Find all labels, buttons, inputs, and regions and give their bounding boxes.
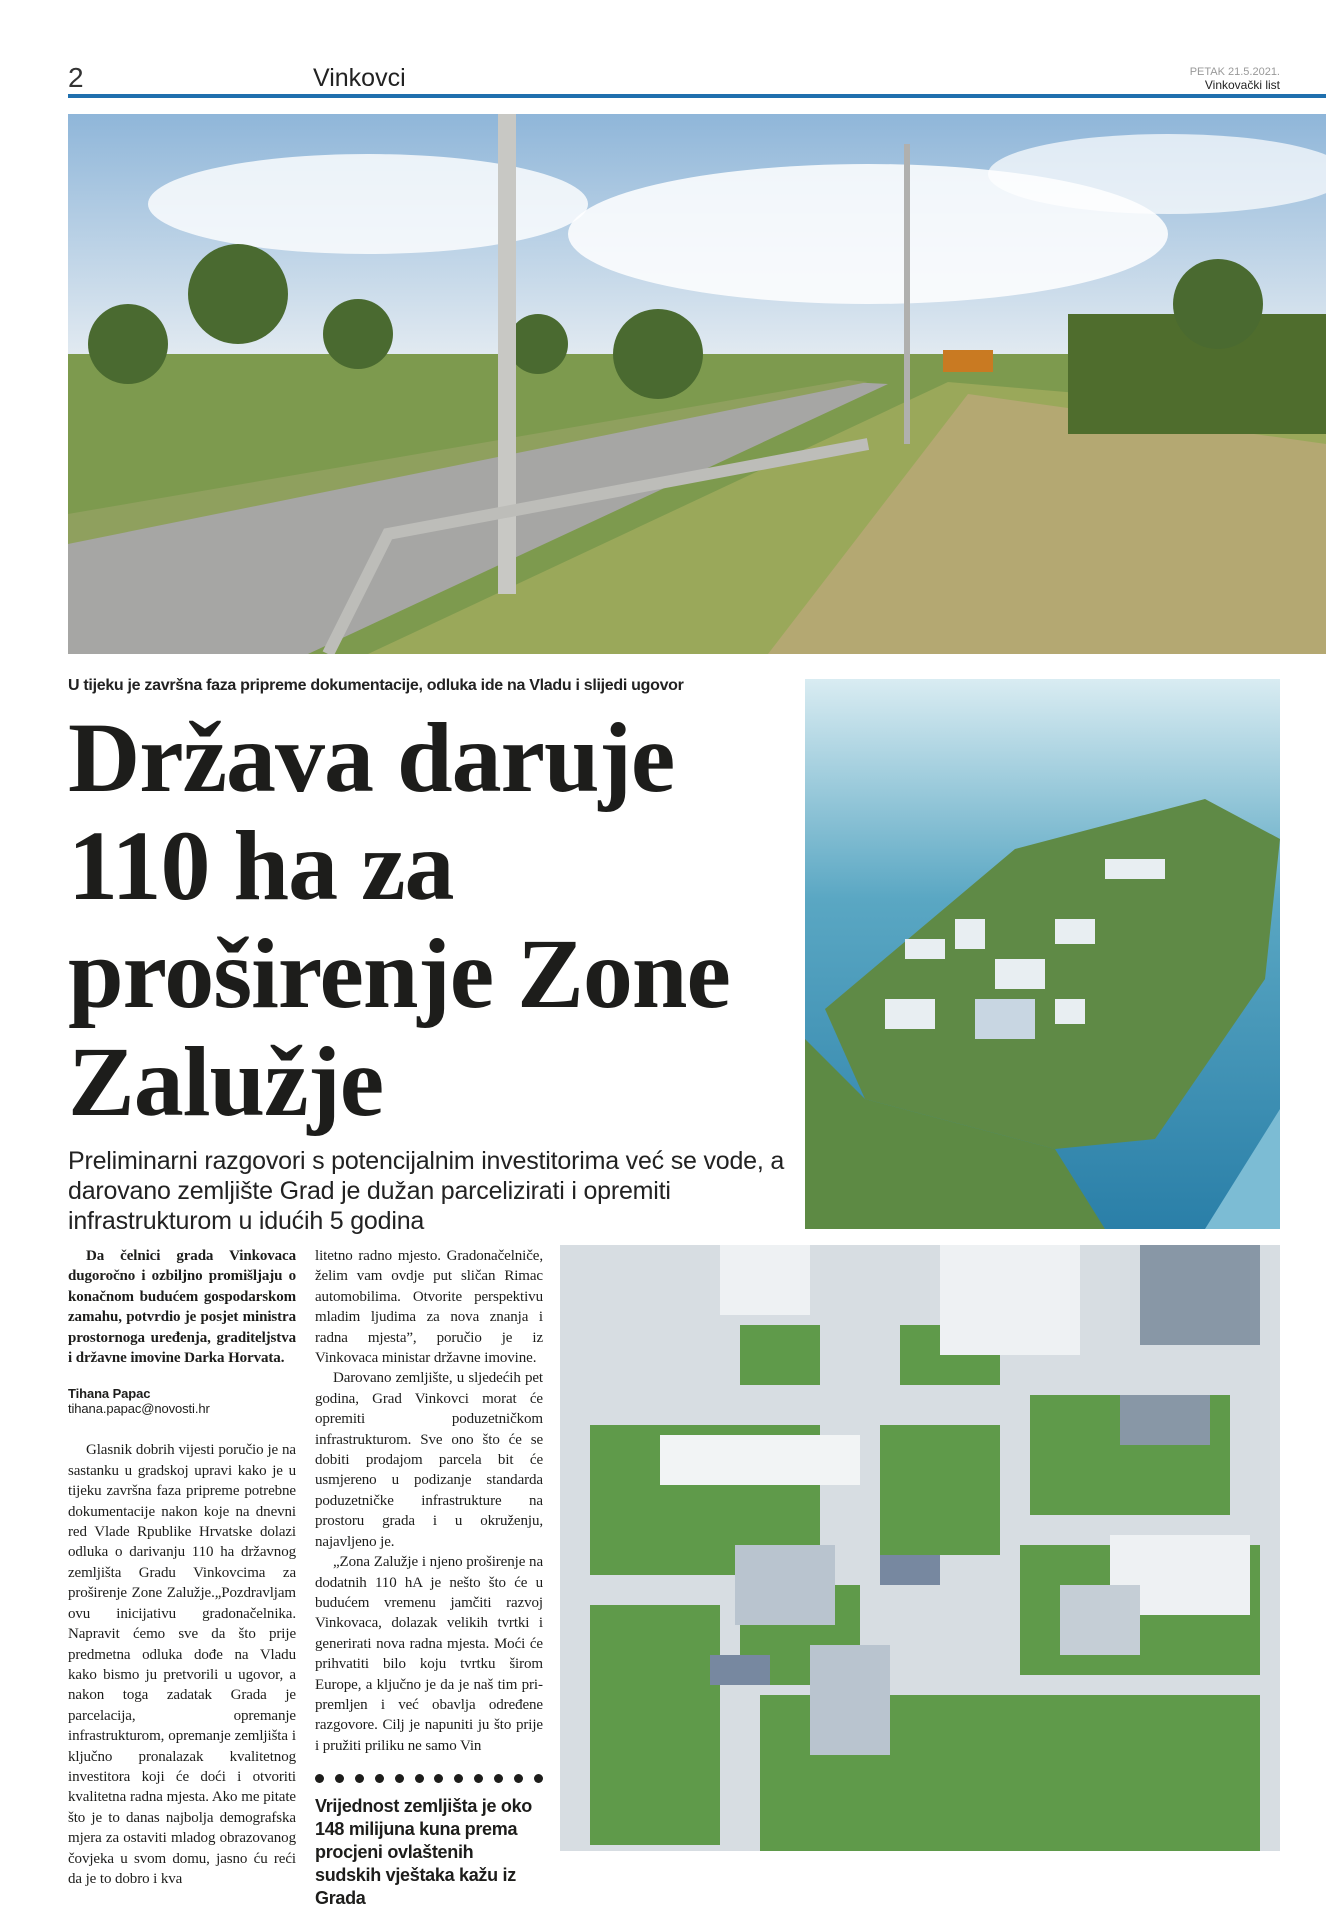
pull-quote: Vrijednost zemljišta je oko 148 milijuna kuna prema procjeni ovlaštenih sudskih vještaka kažu iz Grada: [315, 1796, 532, 1909]
header-rule: [68, 94, 1326, 98]
aerial-rendering-photo: [805, 679, 1280, 1229]
body-paragraph: Darovano zemljište, u sljedećih pet godina, Grad Vinkovci morat će opremiti poduzetničkom infrastrukturom. Sve ono što će se dobiti prodajom parcela bit će usmjereno u podizanje standarda poduzetničke infrastrukture na prostoru grada i u okruženju, najavljeno je.: [315, 1370, 543, 1550]
article-columns: [68, 1246, 543, 1910]
dot-separator: [315, 1774, 543, 1783]
page-number: 2: [68, 62, 84, 93]
body-paragraph: Glasnik dobrih vijesti poručio je na sastanku u gradskoj upravi kako je u tijeku završna faza pripreme potrebne dokumentacije nakon koje na dnevni red Vlade Rpublike Hrvatske dolazi odluka o darivanju 110 ha državnog zemljišta Gradu Vinkovcima za proširenje Zone Zalužje.„Pozdravljam ovu inicijativu gradonačelnika. Napravit ćemo sve da što prije predmetna odluka dođe na Vladu kako bismo ju pretvorili u ugovor, a nakon toga zadatak Grada je parcelacija, opremanje infrastrukturom, opremanje zemljišta i ključno pronalazak kvalitetnog investitora koji će doći i otvoriti kvalitetna radna mjesta. Ako me pitate što je to danas najbolja demografska mjera za ostaviti mladog obrazovanog čovjeka u svom domu, jasno ću reći da je to dobro i kva: [68, 1442, 296, 1887]
article-kicker: U tijeku je završna faza pripreme dokumentacije, odluka ide na Vladu i slijedi ugovor: [68, 677, 684, 694]
author-email[interactable]: tihana.papac@novosti.hr: [68, 1401, 210, 1417]
section-title: Vinkovci: [313, 64, 406, 92]
issue-info: [1190, 66, 1280, 92]
body-paragraph: litetno radno mjesto. Gradonačelniče, želim vam ovdje put sličan Rimac automobilima. Otvorite perspektivu mladim ljudima za nova znanja i radna mjesta”, poručio je iz Vinkovaca ministar državne imovine.: [315, 1248, 543, 1367]
road-photo: [68, 114, 1326, 654]
text-column-2: [315, 1246, 543, 1910]
issue-date: PETAK 21.5.2021.: [1189, 66, 1280, 78]
text-column-1: [68, 1246, 296, 1889]
publication-name: Vinkovački list: [1204, 78, 1280, 92]
body-paragraph: „Zona Zalužje i njeno proširenje na dodatnih 110 hA je nešto što će u budućem vremenu jamčiti razvoj Vinkovaca, dolazak velikih tvrtki i generirati nova radna mjesta. Moći će prihvatiti bilo koju tvrtku širom Europe, a ključno je da je naš tim pripremljen i već obavlja određene razgovore. Cilj je napuniti ju što prije i pružiti priliku ne samo Vin: [315, 1554, 543, 1754]
article-block: [68, 676, 798, 1910]
article-subhead: Preliminarni razgovori s potencijalnim investitorima već se vode, a darovano zemljište Grad je dužan parcelizirati i opremiti infrastrukturom u idućih 5 godina: [68, 1147, 785, 1235]
article-headline: Država daruje 110 ha za proširenje Zone Zalužje: [68, 702, 730, 1137]
author-name: Tihana Papac: [68, 1386, 151, 1402]
article-lead: Da čelnici grada Vinkovaca dugoročno i ozbiljno promišljaju o konačnom budućem gospodarskom zamahu, potvrdio je posjet ministra prostornoga uređenja, graditeljstva i državne imovine Darka Horvata.: [68, 1248, 296, 1367]
